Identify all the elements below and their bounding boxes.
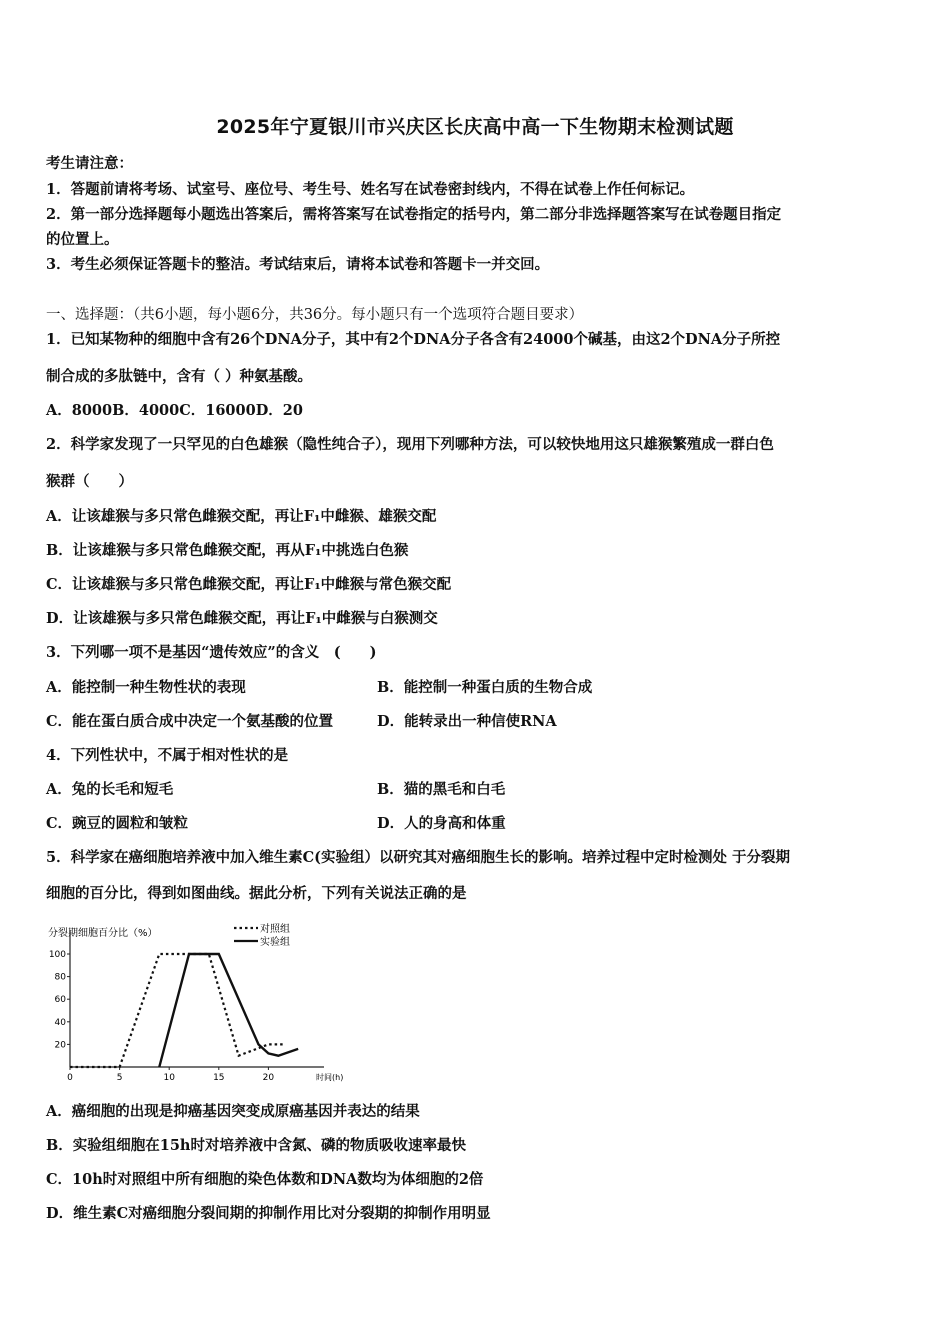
q1-options: A．8000B．4000C．16000D．20: [46, 402, 303, 419]
y-tick-label: 60: [54, 995, 66, 1006]
q2-option-d: D．让该雄猴与多只常色雌猴交配，再让F₁中雌猴与白猴测交: [46, 610, 438, 627]
notice-heading: 考生请注意：: [46, 155, 133, 172]
q2-option-b: B．让该雄猴与多只常色雌猴交配，再从F₁中挑选白色猴: [46, 542, 409, 559]
q4-stem: 4．下列性状中，不属于相对性状的是: [46, 747, 289, 764]
control-group-line: [70, 954, 283, 1067]
q4-option-c: C．豌豆的圆粒和皱粒: [46, 815, 189, 832]
y-tick-label: 40: [54, 1017, 66, 1028]
legend-label: 实验组: [260, 937, 290, 948]
x-tick-label: 0: [67, 1073, 73, 1083]
cell-division-chart: [44, 912, 344, 1084]
q2-stem-line1: 2．科学家发现了一只罕见的白色雄猴（隐性纯合子），现用下列哪种方法，可以较快地用这只雄猴繁殖成一群白色: [46, 436, 774, 453]
section-heading: 一、选择题：（共6小题，每小题6分，共36分。每小题只有一个选项符合题目要求）: [46, 307, 584, 323]
q2-option-a: A．让该雄猴与多只常色雌猴交配，再让F₁中雌猴、雄猴交配: [46, 508, 437, 525]
q5-option-b: B．实验组细胞在15h时对培养液中含氮、磷的物质吸收速率最快: [46, 1137, 466, 1154]
q3-option-d: D．能转录出一种信使RNA: [377, 713, 557, 730]
legend-label: 对照组: [260, 924, 290, 935]
x-tick-label: 15: [213, 1073, 225, 1083]
x-tick-label: 20: [262, 1073, 275, 1083]
q5-option-a: A．癌细胞的出现是抑癌基因突变成原癌基因并表达的结果: [46, 1103, 420, 1120]
q5-option-c: C．10h时对照组中所有细胞的染色体数和DNA数均为体细胞的2倍: [46, 1171, 484, 1188]
q3-option-c: C．能在蛋白质合成中决定一个氨基酸的位置: [46, 713, 334, 730]
x-tick-label: 5: [116, 1073, 123, 1083]
experiment-group-line: [159, 954, 298, 1067]
y-tick-label: 80: [54, 972, 66, 983]
notice-item: 3．考生必须保证答题卡的整洁。考试结束后，请将本试卷和答题卡一并交回。: [46, 256, 550, 273]
q1-stem-line1: 1．已知某物种的细胞中含有26个DNA分子，其中有2个DNA分子各含有24000个碱基，由这2个DNA分子所控: [46, 331, 781, 348]
x-tick-label: 10: [163, 1073, 175, 1083]
notice-item: 的位置上。: [46, 231, 119, 248]
q2-option-c: C．让该雄猴与多只常色雌猴交配，再让F₁中雌猴与常色猴交配: [46, 576, 452, 593]
q2-stem-line2: 猴群（ ）: [46, 473, 133, 490]
q5-stem-line1: 5．科学家在癌细胞培养液中加入维生素C(实验组）以研究其对癌细胞生长的影响。培养过程中定时检测处 于分裂期: [46, 849, 791, 866]
q4-option-d: D．人的身高和体重: [377, 815, 506, 832]
q1-stem-line2: 制合成的多肽链中，含有（ ）种氨基酸。: [46, 368, 313, 385]
q3-option-a: A．能控制一种生物性状的表现: [46, 679, 246, 696]
q4-option-a: A．兔的长毛和短毛: [46, 781, 174, 798]
x-axis-label: 时间(h): [316, 1073, 344, 1082]
q5-option-d: D．维生素C对癌细胞分裂间期的抑制作用比对分裂期的抑制作用明显: [46, 1205, 491, 1222]
notice-item: 1．答题前请将考场、试室号、座位号、考生号、姓名写在试卷密封线内，不得在试卷上作任何标记。: [46, 181, 695, 198]
notice-item: 2．第一部分选择题每小题选出答案后，需将答案写在试卷指定的括号内，第二部分非选择题答案写在试卷题目指定: [46, 206, 782, 223]
q3-option-b: B．能控制一种蛋白质的生物合成: [377, 679, 593, 696]
q3-stem: 3．下列哪一项不是基因“遗传效应”的含义 ( ): [46, 644, 377, 661]
y-tick-label: 20: [54, 1040, 66, 1051]
q4-option-b: B．猫的黑毛和白毛: [377, 781, 506, 798]
y-tick-label: 100: [48, 950, 66, 960]
q5-stem-line2: 细胞的百分比，得到如图曲线。据此分析，下列有关说法正确的是: [46, 885, 467, 902]
chart-title: 分裂期细胞百分比（%）: [48, 928, 158, 939]
exam-title: 2025年宁夏银川市兴庆区长庆高中高一下生物期末检测试题: [216, 116, 734, 138]
